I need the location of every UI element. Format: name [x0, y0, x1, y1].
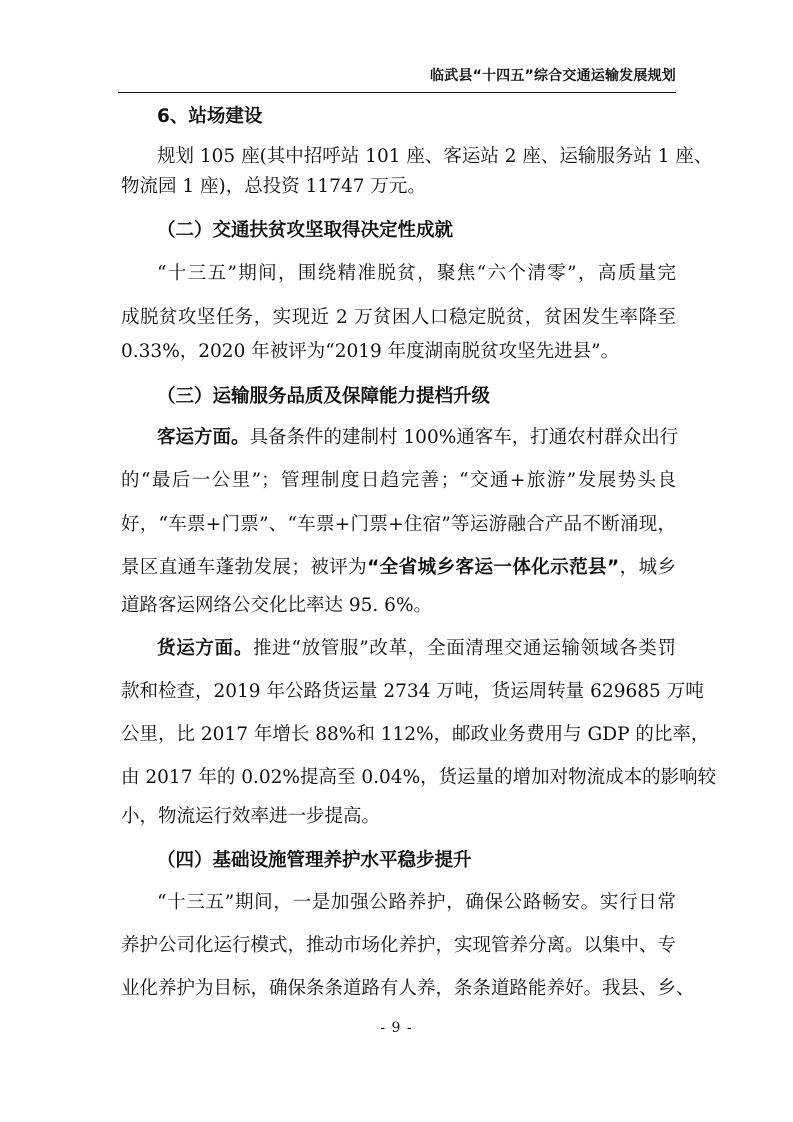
paragraph-line: 道路客运网络公交化比率达 95. 6%。: [121, 595, 433, 616]
section-heading-station: 6、站场建设: [157, 106, 263, 127]
line-text: 推进“放管服”改革，全面清理交通运输领域各类罚: [253, 638, 676, 659]
paragraph-line: [121, 548, 676, 588]
paragraph-line: 成脱贫攻坚任务，实现近 2 万贫困人口稳定脱贫，贫困发生率降至: [121, 307, 676, 328]
section-heading-transport-service: （三）运输服务品质及保障能力提档升级: [157, 386, 491, 407]
paragraph-line: 好，“车票+门票”、“车票+门票+住宿”等运游融合产品不断涌现，: [121, 514, 676, 535]
line-text: 景区直通车蓬勃发展；被评为: [121, 557, 368, 578]
paragraph-line: [157, 629, 676, 669]
paragraph-line: 由 2017 年的 0.02%提高至 0.04%，货运量的增加对物流成本的影响较: [121, 767, 717, 788]
paragraph-line: 物流园 1 座)，总投资 11747 万元。: [121, 176, 426, 197]
line-text: ，城乡: [619, 557, 676, 578]
paragraph-line: 养护公司化运行模式，推动市场化养护，实现管养分离。以集中、专: [121, 935, 677, 956]
paragraph-line: 款和检查，2019 年公路货运量 2734 万吨，货运周转量 629685 万吨: [121, 681, 704, 702]
paragraph-line: 公里，比 2017 年增长 88%和 112%，邮政业务费用与 GDP 的比率，: [121, 724, 710, 745]
paragraph-line: 规划 105 座(其中招呼站 101 座、客运站 2 座、运输服务站 1 座、: [157, 146, 713, 167]
page-number: - 9 -: [380, 1020, 413, 1036]
award-title: “全省城乡客运一体化示范县”: [367, 557, 620, 578]
section-heading-poverty: （二）交通扶贫攻坚取得决定性成就: [157, 220, 454, 241]
paragraph-line: “十三五”期间，一是加强公路养护，确保公路畅安。实行日常: [157, 892, 676, 913]
running-header: 临武县“十四五”综合交通运输发展规划: [118, 64, 676, 93]
paragraph-line: “十三五”期间，围绕精准脱贫，聚焦“六个清零”，高质量完: [157, 263, 676, 284]
paragraph-line: 业化养护为目标，确保条条道路有人养，条条道路能养好。我县、乡、: [121, 978, 695, 999]
line-text: 具备条件的建制村 100%通客车，打通农村群众出行: [249, 427, 679, 448]
paragraph-line: 0.33%，2020 年被评为“2019 年度湖南脱贫攻坚先进县”。: [121, 341, 620, 362]
section-heading-maintenance: （四）基础设施管理养护水平稳步提升: [157, 850, 472, 871]
lead-term-passenger: 客运方面。: [157, 427, 250, 448]
lead-term-freight: 货运方面。: [157, 638, 254, 659]
paragraph-line: 小，物流运行效率进一步提高。: [121, 806, 381, 827]
paragraph-line: [157, 418, 679, 458]
paragraph-line: 的“最后一公里”；管理制度日趋完善；“交通+旅游”发展势头良: [121, 470, 676, 491]
